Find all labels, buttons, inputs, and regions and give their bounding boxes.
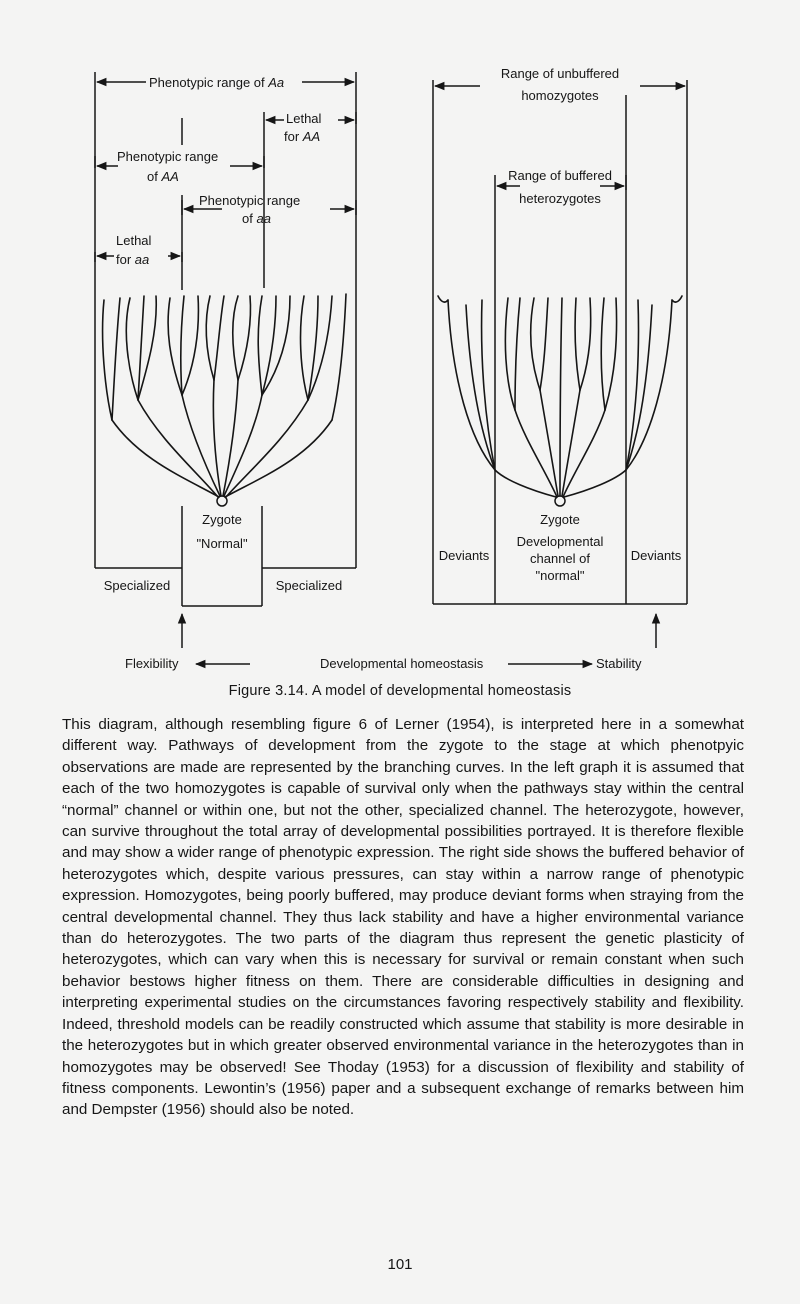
right-zygote-label: Zygote (540, 512, 580, 527)
right-diagram-stability (433, 66, 687, 604)
body-paragraph: This diagram, although resembling figure 6 of Lerner (1954), is interpreted here in a somewhat different way. Pathways of development from the zygote to the stage at which phenotpyic observations are made are represented by the branching curves. In the left graph it is assumed that each of the two homozygotes is capable of survival only when the pathways stay within the central “normal” channel or within one, but not the other, specialized channel. The heterozygote, however, can survive throughout the total array of developmental possibilities portrayed. It is therefore flexible and may show a wider range of phenotypic expression. The right side shows the buffered behavior of heterozygotes which, despite various pressures, can stay within a narrow range of phenotypic expression. Homozygotes, being poorly buffered, may produce deviant forms when straying from the central developmental channel. They thus lack stability and have a higher environmental variance than do heterozygotes. The two parts of the diagram thus represent the genetic plasticity of heterozygotes, which can vary when this is necessary for survival or remain constant when such behavior bestows higher fitness on them. There are considerable difficulties in designing and interpreting experimental studies on the circumstances favoring respectively stability and flexibility. Indeed, threshold models can be readily constructed which assume that stability is more desirable in the heterozygotes but in which greater observed environmental variance in the heterozygotes than in homozygotes may be observed! See Thoday (1953) for a discussion of flexibility and stability of fitness components. Lewontin’s (1956) paper and a subsequent exchange of remarks between him and Dempster (1956) should also be noted. (62, 716, 744, 1119)
figure-caption: Figure 3.14. A model of developmental homeostasis (228, 683, 572, 699)
stability-label: Stability (596, 656, 642, 671)
lethal-aa-label-2: for aa (116, 252, 150, 267)
lethal-aa-label-1: Lethal (116, 233, 152, 248)
buffered-label-1: Range of buffered (508, 168, 612, 183)
channel-label-3: "normal" (535, 568, 585, 583)
homeostasis-label: Developmental homeostasis (320, 656, 484, 671)
deviants-right-label: Deviants (630, 548, 682, 563)
unbuffered-label-1: Range of unbuffered (500, 66, 620, 81)
deviants-left-label: Deviants (438, 548, 490, 563)
specialized-left-label: Specialized (103, 578, 171, 593)
right-branching-pathways (438, 296, 682, 506)
range-AA-label-1: Phenotypic range (117, 149, 219, 164)
unbuffered-label-2: homozygotes (521, 88, 599, 103)
channel-label-1: Developmental (516, 534, 604, 549)
range-AA-label-2: of AA (147, 169, 179, 184)
page-number: 101 (387, 1256, 413, 1273)
buffered-label-2: heterozygotes (519, 191, 601, 206)
channel-label-2: channel of (530, 551, 590, 566)
flexibility-label: Flexibility (125, 656, 179, 671)
homeostasis-axis (125, 614, 656, 671)
range-aa-label-1: Phenotypic range (199, 193, 301, 208)
lethal-AA-label-2: for AA (284, 129, 321, 144)
left-diagram-flexibility (95, 72, 356, 606)
range-Aa-label: Phenotypic range of Aa (149, 75, 285, 90)
left-branching-pathways (103, 294, 346, 506)
lethal-AA-label-1: Lethal (286, 111, 322, 126)
range-aa-label-2: of aa (242, 211, 271, 226)
specialized-right-label: Specialized (275, 578, 343, 593)
left-normal-label: "Normal" (196, 536, 248, 551)
left-zygote-label: Zygote (202, 512, 242, 527)
